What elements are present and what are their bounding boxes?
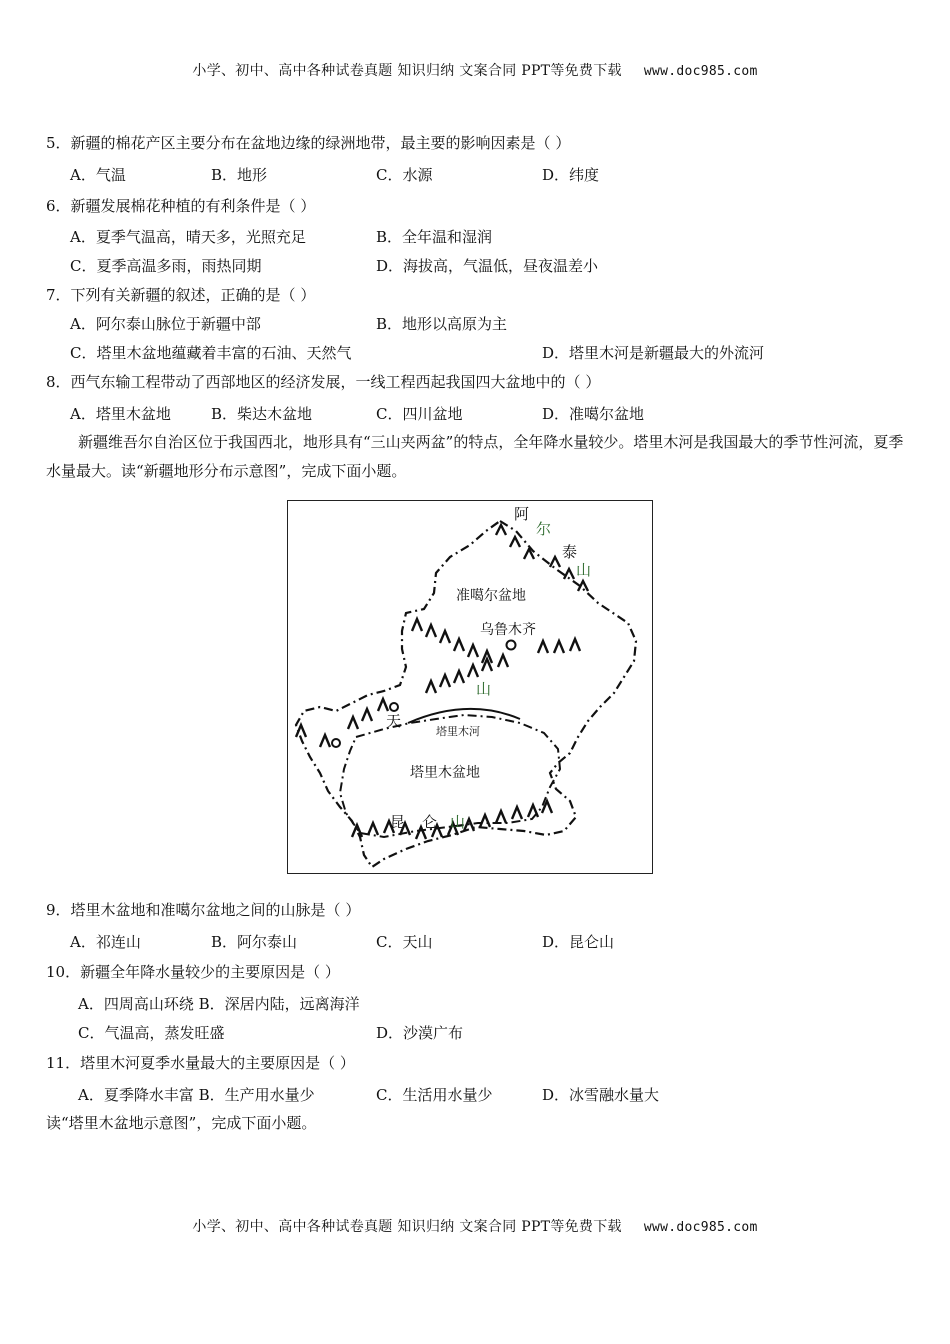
q6-option-a: A．夏季气温高，晴天多，光照充足	[70, 228, 306, 246]
q5-option-c: C．水源	[376, 166, 433, 184]
q8-option-d: D．准噶尔盆地	[542, 405, 645, 423]
q9-option-a: A．祁连山	[70, 933, 141, 951]
q8-option-b: B．柴达木盆地	[211, 405, 313, 423]
header-text: 小学、初中、高中各种试卷真题 知识归纳 文案合同 PPT等免费下载	[192, 63, 622, 79]
mountain-symbols	[296, 525, 588, 839]
footer-url[interactable]: www.doc985.com	[643, 1220, 758, 1235]
closing-instruction: 读“塔里木盆地示意图”，完成下面小题。	[46, 1114, 317, 1132]
label-tarim-river: 塔里木河	[436, 725, 480, 738]
city-marker-west-1	[390, 703, 398, 711]
q7-option-d: D．塔里木河是新疆最大的外流河	[542, 344, 765, 362]
q7-option-a: A．阿尔泰山脉位于新疆中部	[70, 315, 261, 333]
city-marker-west-2	[332, 739, 340, 747]
q6-option-c: C．夏季高温多雨，雨热同期	[70, 257, 262, 275]
footer-text: 小学、初中、高中各种试卷真题 知识归纳 文案合同 PPT等免费下载	[192, 1219, 622, 1235]
map-svg	[288, 501, 654, 875]
q9-option-d: D．昆仑山	[542, 933, 615, 951]
q10-option-ab: A．四周高山环绕 B．深居内陆，远离海洋	[78, 995, 360, 1013]
q11-option-c: C．生活用水量少	[376, 1086, 493, 1104]
q11-option-d: D．冰雪融水量大	[542, 1086, 660, 1104]
q7-option-c: C．塔里木盆地蕴藏着丰富的石油、天然气	[70, 344, 352, 362]
header-url[interactable]: www.doc985.com	[643, 64, 758, 79]
label-altai-3: 泰	[562, 543, 578, 561]
page-footer	[0, 1216, 950, 1236]
page-header	[0, 60, 950, 80]
q9-stem: 9．塔里木盆地和准噶尔盆地之间的山脉是（ ）	[46, 901, 361, 919]
xinjiang-terrain-map	[287, 500, 653, 874]
q5-stem: 5．新疆的棉花产区主要分布在盆地边缘的绿洲地带，最主要的影响因素是（ ）	[46, 134, 571, 152]
q8-stem: 8．西气东输工程带动了西部地区的经济发展，一线工程西起我国四大盆地中的（ ）	[46, 373, 601, 391]
q9-option-c: C．天山	[376, 933, 433, 951]
label-kunlun-2: 仑	[422, 813, 438, 831]
q6-option-b: B．全年温和湿润	[376, 228, 493, 246]
label-kunlun-1: 昆	[390, 813, 406, 831]
q9-option-b: B．阿尔泰山	[211, 933, 298, 951]
tianshan-west	[296, 699, 388, 747]
label-tianshan-tian: 天	[386, 712, 402, 730]
urumqi-marker	[507, 641, 516, 650]
q7-stem: 7．下列有关新疆的叙述，正确的是（ ）	[46, 286, 316, 304]
q10-stem: 10．新疆全年降水量较少的主要原因是（ ）	[46, 963, 340, 981]
label-kunlun-3: 山	[450, 813, 466, 831]
label-junggar-basin: 准噶尔盆地	[456, 588, 526, 604]
q5-option-b: B．地形	[211, 166, 268, 184]
label-tarim-basin: 塔里木盆地	[410, 765, 480, 781]
label-urumqi: 乌鲁木齐	[480, 622, 536, 638]
label-altai-2: 尔	[536, 520, 552, 538]
intro-paragraph: 新疆维吾尔自治区位于我国西北，地形具有“三山夹两盆”的特点，全年降水量较少。塔里木河是我国最大的季节性河流，夏季水量最大。读“新疆地形分布示意图”，完成下面小题。	[46, 433, 904, 480]
q11-option-ab: A．夏季降水丰富 B．生产用水量少	[78, 1086, 315, 1104]
label-altai-4: 山	[576, 561, 592, 579]
label-tianshan-shan: 山	[476, 680, 492, 698]
label-altai-1: 阿	[514, 505, 530, 523]
q8-option-c: C．四川盆地	[376, 405, 463, 423]
q10-option-d: D．沙漠广布	[376, 1024, 464, 1042]
q8-option-a: A．塔里木盆地	[70, 405, 171, 423]
q11-stem: 11．塔里木河夏季水量最大的主要原因是（ ）	[46, 1054, 355, 1072]
q5-option-a: A．气温	[70, 166, 126, 184]
q5-option-d: D．纬度	[542, 166, 600, 184]
q7-option-b: B．地形以高原为主	[376, 315, 508, 333]
q6-option-d: D．海拔高，气温低，昼夜温差小	[376, 257, 599, 275]
q6-stem: 6．新疆发展棉花种植的有利条件是（ ）	[46, 197, 316, 215]
q10-option-c: C．气温高，蒸发旺盛	[78, 1024, 225, 1042]
